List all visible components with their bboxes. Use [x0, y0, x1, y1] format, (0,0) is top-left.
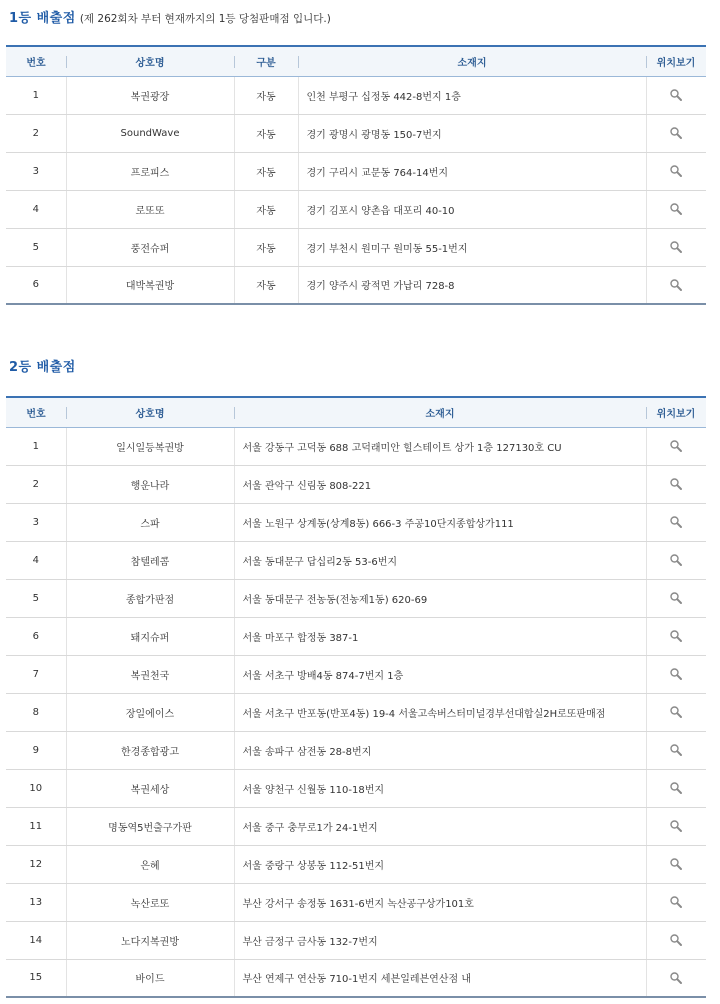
table-row — [6, 883, 706, 921]
header-type: 구분 — [234, 46, 298, 76]
location-button[interactable] — [646, 190, 706, 228]
store-name: 은혜 — [66, 845, 234, 883]
row-number: 2 — [6, 465, 66, 503]
table-row — [6, 266, 706, 304]
store-address: 경기 양주시 광적면 가납리 728-8 — [298, 266, 646, 304]
magnifier-icon[interactable] — [669, 441, 683, 452]
location-button[interactable] — [646, 921, 706, 959]
row-number: 6 — [6, 266, 66, 304]
table-row — [6, 921, 706, 959]
store-address: 서울 동대문구 전농동(전농제1동) 620-69 — [234, 579, 646, 617]
row-number: 5 — [6, 228, 66, 266]
header-location: 위치보기 — [646, 46, 706, 76]
store-address: 경기 광명시 광명동 150-7번지 — [298, 114, 646, 152]
location-button[interactable] — [646, 883, 706, 921]
first-prize-table — [6, 45, 706, 305]
table-row — [6, 152, 706, 190]
store-address: 서울 양천구 신월동 110-18번지 — [234, 769, 646, 807]
location-button[interactable] — [646, 655, 706, 693]
magnifier-icon[interactable] — [669, 859, 683, 870]
store-name: 노다지복권방 — [66, 921, 234, 959]
location-button[interactable] — [646, 76, 706, 114]
location-button[interactable] — [646, 617, 706, 655]
table-row — [6, 76, 706, 114]
table-row — [6, 731, 706, 769]
magnifier-icon[interactable] — [669, 242, 683, 253]
table-row — [6, 228, 706, 266]
header-num: 번호 — [6, 46, 66, 76]
row-number: 10 — [6, 769, 66, 807]
row-number: 5 — [6, 579, 66, 617]
store-name: 복권광장 — [66, 76, 234, 114]
store-address: 서울 동대문구 답십리2동 53-6번지 — [234, 541, 646, 579]
row-number: 15 — [6, 959, 66, 997]
location-button[interactable] — [646, 427, 706, 465]
location-button[interactable] — [646, 731, 706, 769]
store-name: 장일에이스 — [66, 693, 234, 731]
store-address: 부산 강서구 송정동 1631-6번지 녹산공구상가101호 — [234, 883, 646, 921]
table-row — [6, 579, 706, 617]
store-address: 경기 김포시 양촌읍 대포리 40-10 — [298, 190, 646, 228]
table-row — [6, 427, 706, 465]
first-prize-title — [9, 7, 331, 26]
row-number: 9 — [6, 731, 66, 769]
row-number: 4 — [6, 190, 66, 228]
location-button[interactable] — [646, 266, 706, 304]
header-address: 소재지 — [298, 46, 646, 76]
store-address: 서울 송파구 삼전동 28-8번지 — [234, 731, 646, 769]
magnifier-icon[interactable] — [669, 517, 683, 528]
magnifier-icon[interactable] — [669, 128, 683, 139]
location-button[interactable] — [646, 769, 706, 807]
location-button[interactable] — [646, 959, 706, 997]
header-location: 위치보기 — [646, 397, 706, 427]
store-name: SoundWave — [66, 114, 234, 152]
magnifier-icon[interactable] — [669, 897, 683, 908]
row-number: 13 — [6, 883, 66, 921]
purchase-type: 자동 — [234, 228, 298, 266]
magnifier-icon[interactable] — [669, 821, 683, 832]
store-name: 명동역5번출구가판 — [66, 807, 234, 845]
table-row — [6, 769, 706, 807]
second-prize-title: 2등 배출점 — [9, 360, 76, 375]
row-number: 4 — [6, 541, 66, 579]
store-name: 일시일등복권방 — [66, 427, 234, 465]
purchase-type: 자동 — [234, 76, 298, 114]
header-address: 소재지 — [234, 397, 646, 427]
store-address: 서울 관악구 신림동 808-221 — [234, 465, 646, 503]
store-name: 종합가판점 — [66, 579, 234, 617]
table-row — [6, 114, 706, 152]
store-address: 서울 노원구 상계동(상계8동) 666-3 주공10단지종합상가111 — [234, 503, 646, 541]
row-number: 7 — [6, 655, 66, 693]
table-row — [6, 465, 706, 503]
table-row — [6, 190, 706, 228]
location-button[interactable] — [646, 114, 706, 152]
store-address: 경기 부천시 원미구 원미동 55-1번지 — [298, 228, 646, 266]
magnifier-icon[interactable] — [669, 935, 683, 946]
row-number: 14 — [6, 921, 66, 959]
header-name: 상호명 — [66, 46, 234, 76]
first-prize-note: (제 262회차 부터 현재까지의 1등 당첨판매점 입니다.) — [79, 13, 331, 25]
magnifier-icon[interactable] — [669, 707, 683, 718]
store-name: 돼지슈퍼 — [66, 617, 234, 655]
store-address: 서울 중구 충무로1가 24-1번지 — [234, 807, 646, 845]
location-button[interactable] — [646, 152, 706, 190]
purchase-type: 자동 — [234, 114, 298, 152]
purchase-type: 자동 — [234, 266, 298, 304]
location-button[interactable] — [646, 693, 706, 731]
store-name: 로또또 — [66, 190, 234, 228]
store-name: 참텔레콤 — [66, 541, 234, 579]
store-address: 서울 서초구 반포동(반포4동) 19-4 서울고속버스터미널경부선대합실2H로또판매점 — [234, 693, 646, 731]
row-number: 3 — [6, 152, 66, 190]
store-address: 서울 강동구 고덕동 688 고덕래미안 힐스테이트 상가 1층 127130호 CU — [234, 427, 646, 465]
magnifier-icon[interactable] — [669, 555, 683, 566]
location-button[interactable] — [646, 845, 706, 883]
row-number: 2 — [6, 114, 66, 152]
store-name: 복권천국 — [66, 655, 234, 693]
location-button[interactable] — [646, 503, 706, 541]
second-prize-table — [6, 396, 706, 998]
table-row — [6, 845, 706, 883]
table-row — [6, 693, 706, 731]
header-name: 상호명 — [66, 397, 234, 427]
store-address: 서울 서초구 방배4동 874-7번지 1층 — [234, 655, 646, 693]
magnifier-icon[interactable] — [669, 280, 683, 291]
magnifier-icon[interactable] — [669, 90, 683, 101]
location-button[interactable] — [646, 579, 706, 617]
magnifier-icon[interactable] — [669, 479, 683, 490]
row-number: 1 — [6, 427, 66, 465]
magnifier-icon[interactable] — [669, 669, 683, 680]
table-header-row — [6, 397, 706, 427]
row-number: 12 — [6, 845, 66, 883]
table-row — [6, 503, 706, 541]
store-address: 인천 부평구 십정동 442-8번지 1층 — [298, 76, 646, 114]
store-address: 서울 마포구 합정동 387-1 — [234, 617, 646, 655]
purchase-type: 자동 — [234, 190, 298, 228]
row-number: 11 — [6, 807, 66, 845]
row-number: 8 — [6, 693, 66, 731]
row-number: 6 — [6, 617, 66, 655]
row-number: 3 — [6, 503, 66, 541]
store-name: 프로피스 — [66, 152, 234, 190]
location-button[interactable] — [646, 807, 706, 845]
magnifier-icon[interactable] — [669, 631, 683, 642]
magnifier-icon[interactable] — [669, 973, 683, 984]
store-name: 스파 — [66, 503, 234, 541]
store-name: 복권세상 — [66, 769, 234, 807]
table-row — [6, 617, 706, 655]
magnifier-icon[interactable] — [669, 783, 683, 794]
store-name: 바이드 — [66, 959, 234, 997]
store-name: 풍전슈퍼 — [66, 228, 234, 266]
header-num: 번호 — [6, 397, 66, 427]
location-button[interactable] — [646, 465, 706, 503]
magnifier-icon[interactable] — [669, 166, 683, 177]
store-address: 부산 금정구 금사동 132-7번지 — [234, 921, 646, 959]
purchase-type: 자동 — [234, 152, 298, 190]
first-prize-title-text: 1등 배출점 — [9, 11, 76, 26]
magnifier-icon[interactable] — [669, 593, 683, 604]
store-name: 녹산로또 — [66, 883, 234, 921]
store-address: 서울 중랑구 상봉동 112-51번지 — [234, 845, 646, 883]
magnifier-icon[interactable] — [669, 204, 683, 215]
row-number: 1 — [6, 76, 66, 114]
table-row — [6, 807, 706, 845]
location-button[interactable] — [646, 541, 706, 579]
store-address: 경기 구리시 교문동 764-14번지 — [298, 152, 646, 190]
magnifier-icon[interactable] — [669, 745, 683, 756]
table-row — [6, 541, 706, 579]
store-address: 부산 연제구 연산동 710-1번지 세븐일레븐연산점 내 — [234, 959, 646, 997]
table-row — [6, 959, 706, 997]
table-header-row — [6, 46, 706, 76]
location-button[interactable] — [646, 228, 706, 266]
store-name: 한경종합광고 — [66, 731, 234, 769]
store-name: 행운나라 — [66, 465, 234, 503]
store-name: 대박복권방 — [66, 266, 234, 304]
table-row — [6, 655, 706, 693]
